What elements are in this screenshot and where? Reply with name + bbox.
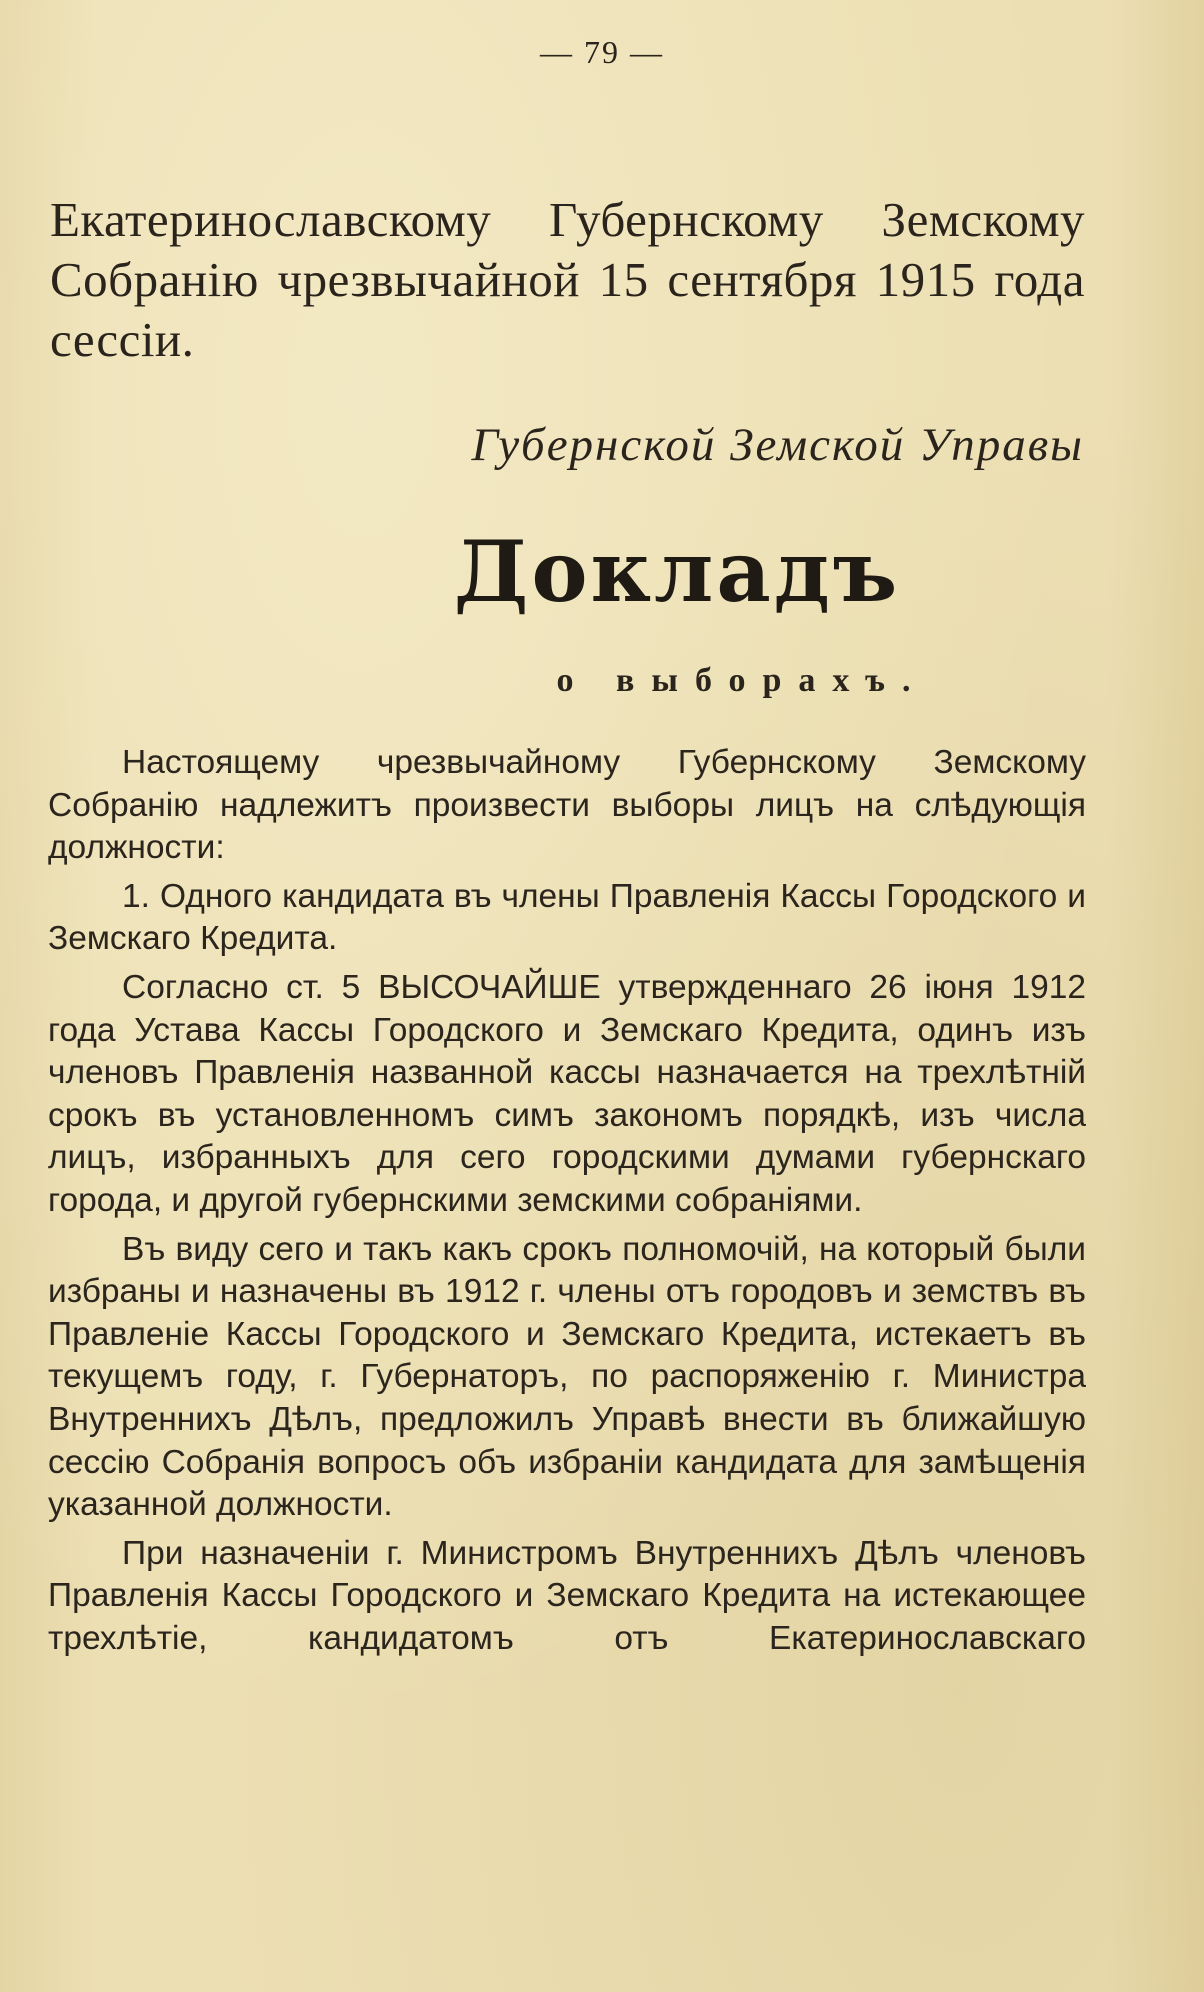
document-title: Екатеринославскому Губернскому Земскому Собранію чрезвычайной 15 сентября 1915 года сессіи. xyxy=(50,192,1085,367)
paragraph: 1. Одного кандидата въ члены Правленія Кассы Городского и Земскаго Кредита. xyxy=(48,877,1086,958)
paragraph: Настоящему чрезвычайному Губернскому Земскому Собранію надлежитъ произвести выборы лицъ на слѣдующія должности: xyxy=(48,744,1086,867)
report-body xyxy=(48,742,1086,1666)
document-subtitle: Губернской Земской Управы xyxy=(471,419,1084,471)
paragraph: Согласно ст. 5 ВЫСОЧАЙШЕ утвержденнаго 26 іюня 1912 года Устава Кассы Городского и Земскаго Кредита, одинъ изъ членовъ Правленія названной кассы назначается на трехлѣтній срокъ въ установленномъ симъ закономъ порядкѣ, изъ числа лицъ, избранныхъ для сего городскими думами губернскаго города, и другой губернскими земскими собраніями. xyxy=(48,968,1086,1219)
report-topic: о выборахъ. xyxy=(556,662,928,699)
page-number: — 79 — xyxy=(540,34,664,70)
paragraph: При назначеніи г. Министромъ Внутреннихъ Дѣлъ членовъ Правленія Кассы Городского и Земскаго Кредита на истекающее трехлѣтіе, кандидатомъ отъ Екатеринославскаго xyxy=(48,1534,1086,1657)
report-heading: Докладъ xyxy=(453,522,901,621)
paragraph: Въ виду сего и такъ какъ срокъ полномочій, на который были избраны и назначены въ 1912 г. члены отъ городовъ и земствъ въ Правленіе Кассы Городского и Земскаго Кредита, истекаетъ въ текущемъ году, г. Губернаторъ, по распоряженію г. Министра Внутреннихъ Дѣлъ, предложилъ Управѣ внести въ ближайшую сессію Собранія вопросъ объ избраніи кандидата для замѣщенія указанной должности. xyxy=(48,1230,1086,1524)
